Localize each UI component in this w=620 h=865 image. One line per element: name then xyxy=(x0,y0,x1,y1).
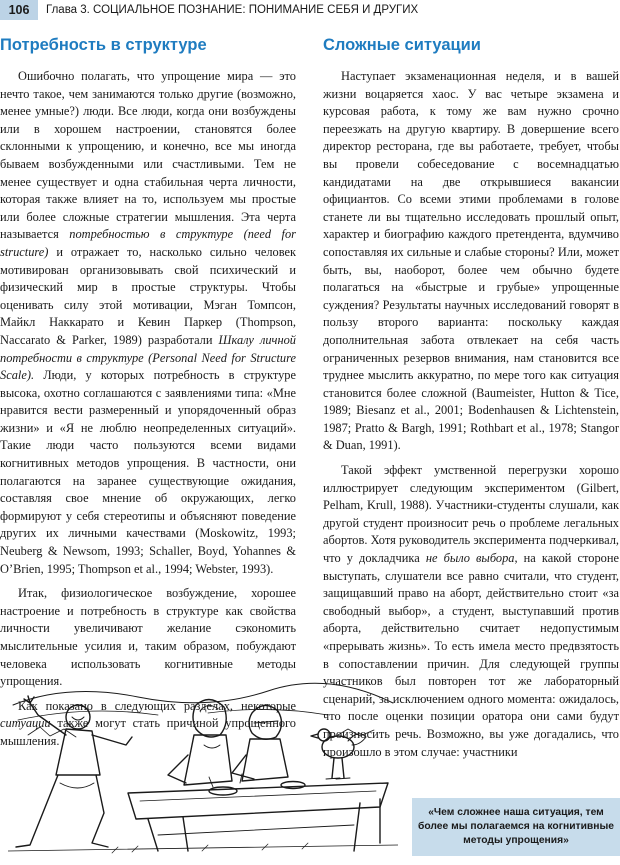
body-paragraph: Ошибочно полагать, что упрощение мира — это нечто такое, чем занимаются только другие (возможно, менее умные?) люди. Все люди, когда они возбуждены или в хорошем настроении, становятся более склонными к упрощению, и конечно, все мы иногда бываем возбужденными или счастливыми. Тем не менее существует и одна стабильная черта личности, которая также влияет на то, используем мы простые или более сложные стратегии мышления. Эта черта называется потребностью в структуре (need for structure) и отражает то, насколько сильно человек мотивирован организовывать свой психический и физический мир в простые структуры. Чтобы оценивать силу этой мотивации, Мэган Томпсон, Майкл Наккарато и Кевин Паркер (Thompson, Naccarato & Parker, 1989) разработали Шкалу личной потребности в структуре (Personal Need for Structure Scale). Люди, у которых потребность в структуре высока, охотно соглашаются с заявлениями типа: «Мне нравится вести размеренный и упорядоченный образ жизни» и «Я не люблю неопределенных ситуаций». Такие люди часто пользуются всеми видами когнитивных методов упрощения. В частности, они полагаются на заранее существующие ожидания, составляя свое мнение об окружающих, легко формируют у себя стереотипы и объясняют поведение других их личными качествами (Moskowitz, 1993; Neuberg & Newsom, 1993; Schaller, Boyd, Yohannes & O’Brien, 1995; Thompson et al., 1994; Webster, 1993). xyxy=(0,69,296,576)
term-situations: ситуации xyxy=(0,716,51,731)
section-heading-complex-situations: Сложные ситуации xyxy=(323,36,481,54)
body-paragraph: Как показано в следующих разделах, некоторые ситуации также могут стать причиной упрощенного мышления. xyxy=(0,698,296,748)
term-no-choice: не было выбора xyxy=(425,551,515,566)
body-paragraph: Итак, физиологическое возбуждение, хорошее настроение и потребность в структуре как свойства личности увеличивают желание сэкономить мыслительные усилия и, таким образом, побуждают человека использовать когнитивные методы упрощения. xyxy=(0,586,296,689)
section-heading-need-for-structure: Потребность в структуре xyxy=(0,36,207,54)
right-column xyxy=(323,34,619,761)
left-column xyxy=(0,34,296,751)
cartoon-illustration xyxy=(8,675,398,855)
pull-quote: «Чем сложнее наша ситуация, тем более мы полагаемся на когнитивные методы упрощения» xyxy=(412,798,620,856)
body-paragraph: Такой эффект умственной перегрузки хорошо иллюстрирует следующим экспериментом (Gilbert, Pelham, Krull, 1988). Участники-студенты слушали, как другой студент произносит речь о проблеме легальных абортов. Хотя руководитель эксперимента подчеркивал, что у докладчика не было выбора, на какой стороне выступать, слушатели все равно считали, что студент, защищавший право на аборт, действительно стоит «за свободный выбор», а студент, выступавший против аборта, действительно считает недопустимым «прерывать жизнь». То есть имела место предвзятость в сопоставлении причин. Для следующей группы участников был повторен тот же лабораторный сценарий, за исключением одного момента: ожидалось, что после оценки позиции оратора они сами будут произносить речь. Возможно, вы уже догадались, что произошло в этом случае: участники xyxy=(323,463,619,759)
body-paragraph: Наступает экзаменационная неделя, и в вашей жизни воцаряется хаос. У вас четыре экзамена и курсовая работа, к тому же вам нужно срочно переезжать на другую квартиру. В довершение всего директор ресторана, где вы работаете, требует, чтобы вы провели собеседование с восемнадцатью кандидатами на две открывшиеся вакансии официантов. Со всеми этими проблемами в голове станете ли вы тщательно исследовать прошлый опыт, характер и биографию каждого претендента, вдумчиво сопоставляя их сильные и слабые стороны? Или, может быть, вы, наоборот, более чем обычно будете полагаться на «быстрые и грубые» упрощенные суждения? Результаты научных исследований говорят в пользу второго варианта: поскольку каждая дополнительная забота отвлекает на себя часть ограниченных резервов внимания, нам становится все труднее мыслить аккуратно, по мере того как ситуация становится более сложной (Baumeister, Hutton & Tice, 1989; Biesanz et al., 2001; Bodenhausen & Lichtenstein, 1987; Pratto & Bargh, 1991; Rothbart et al., 1978; Stangor & Duan, 1991). xyxy=(323,69,619,453)
page-header xyxy=(0,0,620,20)
page-number: 106 xyxy=(0,0,38,20)
scale-name: Шкалу личной потребности в структуре (Personal Need for Structure Scale). xyxy=(0,332,296,383)
term-need-for-structure: потребностью в структуре (need for structure) xyxy=(0,227,296,259)
running-head: Глава 3. СОЦИАЛЬНОЕ ПОЗНАНИЕ: ПОНИМАНИЕ СЕБЯ И ДРУГИХ xyxy=(46,4,419,16)
